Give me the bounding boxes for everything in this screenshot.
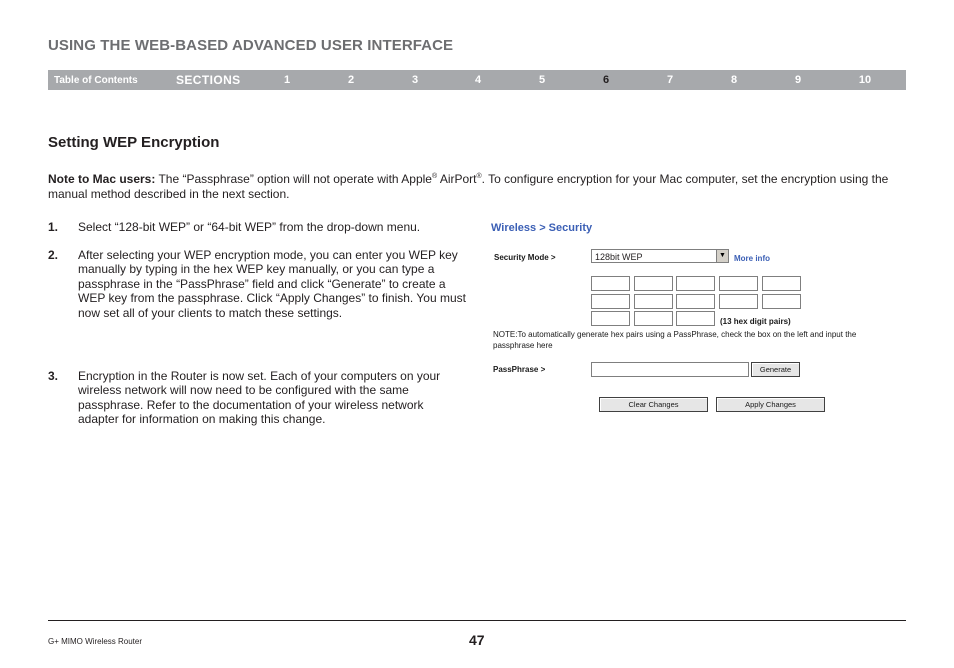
section-link-10[interactable]: 10 <box>858 74 872 86</box>
wep-key-field[interactable] <box>634 311 673 326</box>
section-link-7[interactable]: 7 <box>666 74 674 86</box>
section-link-9[interactable]: 9 <box>794 74 802 86</box>
wep-key-field[interactable] <box>591 276 630 291</box>
section-link-5[interactable]: 5 <box>538 74 546 86</box>
wep-key-field[interactable] <box>676 294 715 309</box>
step-text: Select “128-bit WEP” or “64-bit WEP” from the drop-down menu. <box>78 220 421 234</box>
wep-key-field[interactable] <box>676 311 715 326</box>
section-nav-bar <box>48 70 906 90</box>
security-mode-label: Security Mode > <box>494 253 556 262</box>
table-of-contents-link[interactable]: Table of Contents <box>54 75 138 86</box>
generate-button[interactable]: Generate <box>751 362 800 377</box>
registered-mark: ® <box>476 173 482 180</box>
wep-key-field[interactable] <box>591 294 630 309</box>
note-text-2: AirPort <box>437 172 477 186</box>
router-security-panel <box>486 216 906 430</box>
section-link-3[interactable]: 3 <box>411 74 419 86</box>
wep-key-field[interactable] <box>634 276 673 291</box>
mac-users-note <box>48 172 908 201</box>
page-header-title: USING THE WEB-BASED ADVANCED USER INTERFACE <box>48 37 454 54</box>
passphrase-note: NOTE:To automatically generate hex pairs using a PassPhrase, check the box on the left and input the passphrase here <box>493 330 857 350</box>
section-link-2[interactable]: 2 <box>347 74 355 86</box>
step-number: 2. <box>48 248 59 262</box>
clear-changes-button[interactable]: Clear Changes <box>599 397 708 412</box>
passphrase-input[interactable] <box>591 362 749 377</box>
section-link-1[interactable]: 1 <box>283 74 291 86</box>
apply-changes-button[interactable]: Apply Changes <box>716 397 825 412</box>
section-link-8[interactable]: 8 <box>730 74 738 86</box>
passphrase-label: PassPhrase > <box>493 365 546 374</box>
note-label: Note to Mac users: <box>48 172 156 186</box>
section-link-6[interactable]: 6 <box>602 74 610 86</box>
step-text: Encryption in the Router is now set. Each of your computers on your wireless network will now need to be configured with the same passphrase. Refer to the documentation of your wireless network adapter for information on making this change. <box>78 369 441 427</box>
wep-key-field[interactable] <box>634 294 673 309</box>
dropdown-arrow-icon[interactable]: ▼ <box>716 250 728 262</box>
wep-key-field[interactable] <box>719 276 758 291</box>
wep-key-field[interactable] <box>591 311 630 326</box>
sections-label: SECTIONS <box>176 73 241 87</box>
wep-key-field[interactable] <box>719 294 758 309</box>
step-number: 1. <box>48 220 59 234</box>
security-mode-value: 128bit WEP <box>595 252 643 262</box>
hex-pairs-hint: (13 hex digit pairs) <box>720 317 791 326</box>
more-info-link[interactable]: More info <box>734 254 770 263</box>
section-heading: Setting WEP Encryption <box>48 134 220 151</box>
step-text: After selecting your WEP encryption mode, you can enter you WEP key manually by typing in the hex WEP key manually, or you can type a passphrase in the “PassPhrase” field and click “Generate” to create a WEP key from the passphrase. Click “Apply Changes” to finish. You must now set all of your clients to match these settings. <box>78 248 466 320</box>
wep-key-field[interactable] <box>676 276 715 291</box>
security-mode-select[interactable] <box>591 249 729 263</box>
wep-key-field[interactable] <box>762 294 801 309</box>
note-text-3: . To configure encryption for your Mac computer, set the encryption using the manual method described in the next section. <box>48 172 889 201</box>
section-link-4[interactable]: 4 <box>474 74 482 86</box>
footer-product-name: G+ MIMO Wireless Router <box>48 637 143 646</box>
registered-mark: ® <box>431 173 438 180</box>
step-number: 3. <box>48 369 59 383</box>
panel-title: Wireless > Security <box>491 222 593 234</box>
footer-divider <box>48 620 906 621</box>
wep-key-field[interactable] <box>762 276 801 291</box>
note-text-1: The “Passphrase” option will not operate with Apple <box>155 172 432 186</box>
page-number: 47 <box>469 632 485 648</box>
